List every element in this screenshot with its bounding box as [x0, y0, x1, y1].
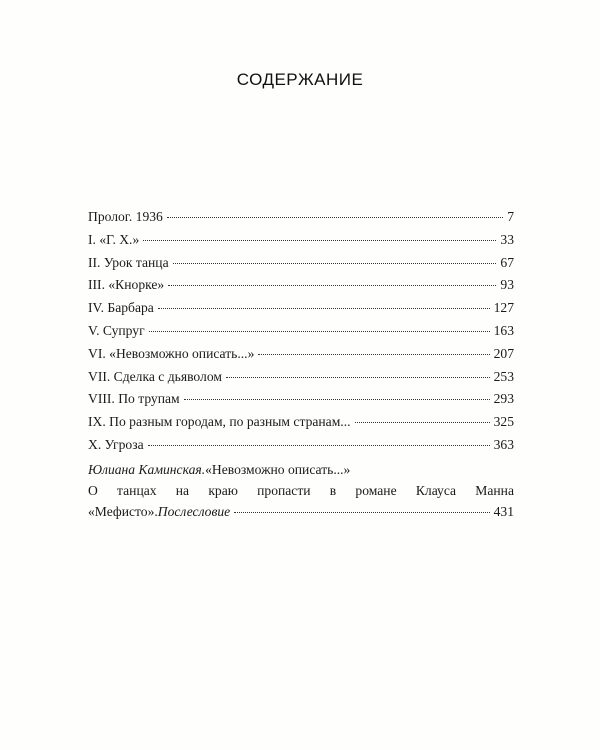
toc-entry-page-number: 93 — [500, 277, 514, 293]
toc-entry — [88, 229, 514, 252]
afterword-label: Послесловие — [157, 504, 231, 519]
page-title: СОДЕРЖАНИЕ — [236, 70, 364, 89]
toc-entry-leader — [184, 399, 490, 400]
toc-entry-label: IX. По разным городам, по разным странам... — [88, 414, 351, 430]
toc-entry-label: III. «Кнорке» — [88, 277, 165, 293]
toc-entry-page-number: 253 — [493, 368, 514, 384]
toc-entry — [88, 411, 514, 434]
toc-entry-page-number: 325 — [493, 414, 514, 430]
toc-entry — [88, 388, 514, 411]
toc-entry-label: VII. Сделка с дьяволом — [88, 368, 222, 384]
toc-entry — [88, 320, 514, 343]
afterword-title-part2: «Мефисто». — [88, 504, 158, 519]
toc-entry-label: V. Супруг — [88, 322, 145, 338]
toc-entry-leader — [173, 263, 497, 264]
toc-entry-leader — [226, 377, 490, 378]
toc-entry-page-number: 33 — [500, 231, 514, 247]
toc-entry-leader — [149, 331, 490, 332]
toc-entry-leader — [158, 308, 490, 309]
toc-entry-leader — [355, 422, 490, 423]
afterword-line-3 — [88, 501, 514, 522]
toc-entry-label: I. «Г. Х.» — [88, 231, 140, 247]
afterword-author: Юлиана Каминская. — [88, 462, 206, 477]
toc-entry — [88, 366, 514, 389]
toc-entry-label: II. Урок танца — [88, 254, 169, 270]
toc-entry-leader — [148, 445, 490, 446]
toc-entry-page-number: 67 — [500, 254, 514, 270]
toc-entry-label: X. Угроза — [88, 436, 144, 452]
toc-entry — [88, 434, 514, 457]
toc-entry-page-number: 127 — [493, 300, 514, 316]
afterword-entry — [88, 459, 514, 522]
toc-entry-leader — [143, 240, 496, 241]
toc-entry-label: VI. «Невозможно описать...» — [88, 345, 255, 361]
toc-entry — [88, 252, 514, 275]
toc-entry-page-number: 207 — [493, 345, 514, 361]
toc-entry-leader — [168, 285, 496, 286]
toc-entry-page-number: 363 — [493, 436, 514, 452]
afterword-page-number: 431 — [493, 504, 514, 519]
toc-entry — [88, 274, 514, 297]
toc-entry — [88, 206, 514, 229]
afterword-leader — [234, 512, 489, 513]
toc-entry — [88, 297, 514, 320]
toc-entry-page-number: 293 — [493, 391, 514, 407]
afterword-line-2: О танцах на краю пропасти в романе Клауса Манна — [88, 483, 514, 498]
afterword-line-1 — [88, 459, 514, 480]
toc-entry-label: IV. Барбара — [88, 300, 154, 316]
toc-entry-leader — [258, 354, 489, 355]
toc-entry-label: VIII. По трупам — [88, 391, 180, 407]
toc-entry-label: Пролог. 1936 — [88, 209, 163, 224]
table-of-contents — [88, 206, 514, 457]
toc-entry-leader — [167, 217, 503, 218]
afterword-title-part1: «Невозможно описать...» — [205, 462, 351, 477]
toc-entry-page-number: 7 — [507, 209, 514, 224]
toc-entry — [88, 343, 514, 366]
toc-entry-page-number: 163 — [493, 322, 514, 338]
